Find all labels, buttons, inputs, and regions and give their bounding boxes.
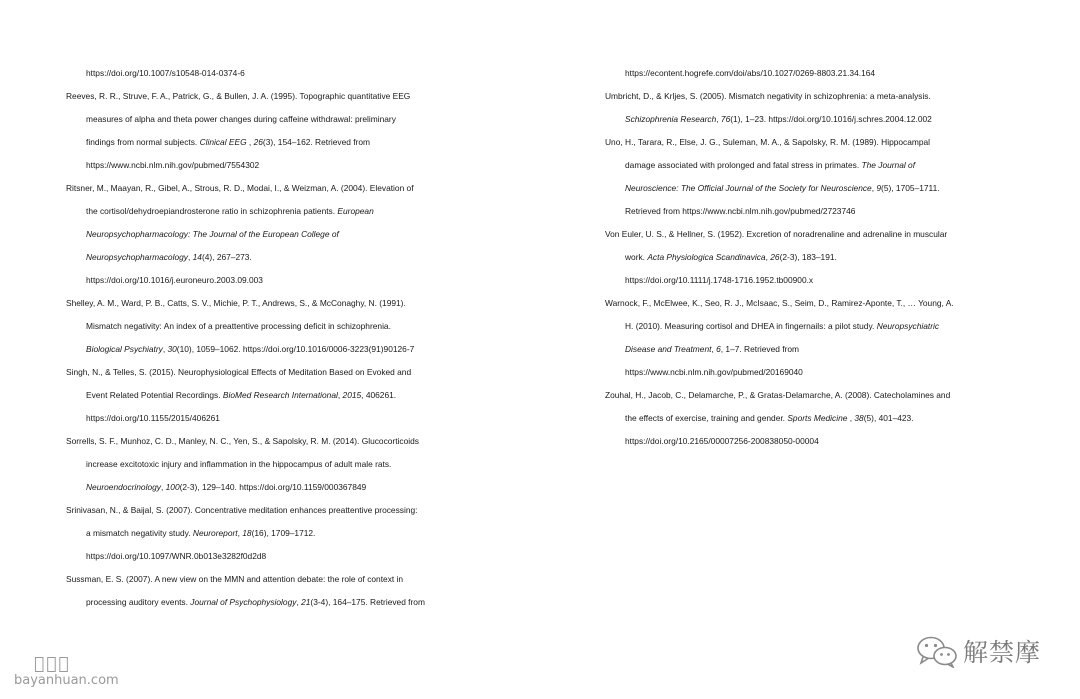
- reference-list-left-column: [66, 62, 486, 614]
- reference-line: Neuroscience: The Official Journal of the Society for Neuroscience, 9(5), 1705–1711.: [625, 183, 940, 193]
- reference-line: Uno, H., Tarara, R., Else, J. G., Suleman, M. A., & Sapolsky, R. M. (1989). Hippocampal: [605, 137, 931, 147]
- reference-entry: [66, 292, 486, 361]
- reference-line: processing auditory events. Journal of Psychophysiology, 21(3-4), 164–175. Retrieved from: [86, 597, 425, 607]
- reference-line: https://doi.org/10.1016/j.euroneuro.2003.09.003: [86, 275, 263, 285]
- wechat-logo-icon: [915, 634, 959, 668]
- reference-line: findings from normal subjects. Clinical EEG , 26(3), 154–162. Retrieved from: [86, 137, 370, 147]
- reference-line: Neuropsychopharmacology, 14(4), 267–273.: [86, 252, 252, 262]
- reference-entry: [66, 361, 486, 430]
- reference-continuation: [66, 62, 486, 85]
- reference-line: https://doi.org/10.1007/s10548-014-0374-6: [86, 68, 245, 78]
- reference-line: Ritsner, M., Maayan, R., Gibel, A., Strous, R. D., Modai, I., & Weizman, A. (2004). Elevation of: [66, 183, 414, 193]
- reference-entry: [66, 177, 486, 292]
- reference-line: Singh, N., & Telles, S. (2015). Neurophysiological Effects of Meditation Based on Evoked and: [66, 367, 412, 377]
- wechat-watermark: [915, 633, 1041, 669]
- reference-entry: [605, 384, 1025, 453]
- reference-line: Shelley, A. M., Ward, P. B., Catts, S. V., Michie, P. T., Andrews, S., & McConaghy, N. (1991).: [66, 298, 406, 308]
- reference-line: Neuropsychopharmacology: The Journal of the European College of: [86, 229, 339, 239]
- reference-line: https://doi.org/10.1097/WNR.0b013e3282f0d2d8: [86, 551, 267, 561]
- reference-entry: [605, 292, 1025, 384]
- reference-line: Neuroendocrinology, 100(2-3), 129–140. https://doi.org/10.1159/000367849: [86, 482, 367, 492]
- wechat-account-name: 解禁摩: [963, 638, 1042, 667]
- reference-entry: [605, 131, 1025, 223]
- site-watermark-url: bayanhuan.com: [14, 673, 119, 688]
- reference-line: Sorrells, S. F., Munhoz, C. D., Manley, N. C., Yen, S., & Sapolsky, R. M. (2014). Glucocorticoids: [66, 436, 419, 446]
- reference-line: https://www.ncbi.nlm.nih.gov/pubmed/7554302: [86, 160, 260, 170]
- reference-list-right-column: [605, 62, 1025, 453]
- reference-entry: [605, 223, 1025, 292]
- reference-line: damage associated with prolonged and fatal stress in primates. The Journal of: [625, 160, 916, 170]
- reference-line: https://econtent.hogrefe.com/doi/abs/10.1027/0269-8803.21.34.164: [625, 68, 876, 78]
- reference-line: Umbricht, D., & Krljes, S. (2005). Mismatch negativity in schizophrenia: a meta-analysis.: [605, 91, 931, 101]
- reference-line: a mismatch negativity study. Neuroreport, 18(16), 1709–1712.: [86, 528, 316, 538]
- reference-entry: [66, 499, 486, 568]
- reference-line: Biological Psychiatry, 30(10), 1059–1062. https://doi.org/10.1016/0006-3223(91)90126-7: [86, 344, 415, 354]
- reference-line: the cortisol/dehydroepiandrosterone ratio in schizophrenia patients. European: [86, 206, 374, 216]
- reference-line: Sussman, E. S. (2007). A new view on the MMN and attention debate: the role of context in: [66, 574, 404, 584]
- reference-line: https://doi.org/10.2165/00007256-200838050-00004: [625, 436, 819, 446]
- reference-line: https://www.ncbi.nlm.nih.gov/pubmed/20169040: [625, 367, 803, 377]
- reference-line: https://doi.org/10.1111/j.1748-1716.1952.tb00900.x: [625, 275, 814, 285]
- reference-line: Srinivasan, N., & Baijal, S. (2007). Concentrative meditation enhances preattentive processing:: [66, 505, 418, 515]
- reference-line: Event Related Potential Recordings. BioMed Research International, 2015, 406261.: [86, 390, 397, 400]
- reference-line: Zouhal, H., Jacob, C., Delamarche, P., & Gratas-Delamarche, A. (2008). Catecholamines and: [605, 390, 951, 400]
- reference-entry: [66, 430, 486, 499]
- reference-line: H. (2010). Measuring cortisol and DHEA in fingernails: a pilot study. Neuropsychiatric: [625, 321, 940, 331]
- reference-line: work. Acta Physiologica Scandinavica, 26(2-3), 183–191.: [625, 252, 837, 262]
- reference-line: Retrieved from https://www.ncbi.nlm.nih.gov/pubmed/2723746: [625, 206, 856, 216]
- reference-line: measures of alpha and theta power changes during caffeine withdrawal: preliminary: [86, 114, 396, 124]
- reference-line: Warnock, F., McElwee, K., Seo, R. J., McIsaac, S., Seim, D., Ramirez-Aponte, T., … Young, A.: [605, 298, 954, 308]
- reference-line: increase excitotoxic injury and inflammation in the hippocampus of adult male rats.: [86, 459, 392, 469]
- reference-continuation: [605, 62, 1025, 85]
- reference-line: Von Euler, U. S., & Hellner, S. (1952). Excretion of noradrenaline and adrenaline in muscular: [605, 229, 948, 239]
- reference-line: the effects of exercise, training and gender. Sports Medicine , 38(5), 401–423.: [625, 413, 914, 423]
- site-watermark-name: 𣇶言欢: [34, 654, 71, 674]
- reference-line: Schizophrenia Research, 76(1), 1–23. https://doi.org/10.1016/j.schres.2004.12.002: [625, 114, 932, 124]
- reference-line: Mismatch negativity: An index of a preattentive processing deficit in schizophrenia.: [86, 321, 391, 331]
- reference-line: https://doi.org/10.1155/2015/406261: [86, 413, 220, 423]
- reference-line: Reeves, R. R., Struve, F. A., Patrick, G., & Bullen, J. A. (1995). Topographic quantitative EEG: [66, 91, 411, 101]
- reference-line: Disease and Treatment, 6, 1–7. Retrieved from: [625, 344, 799, 354]
- site-watermark: [14, 655, 119, 688]
- reference-entry: [66, 568, 486, 614]
- reference-entry: [66, 85, 486, 177]
- reference-entry: [605, 85, 1025, 131]
